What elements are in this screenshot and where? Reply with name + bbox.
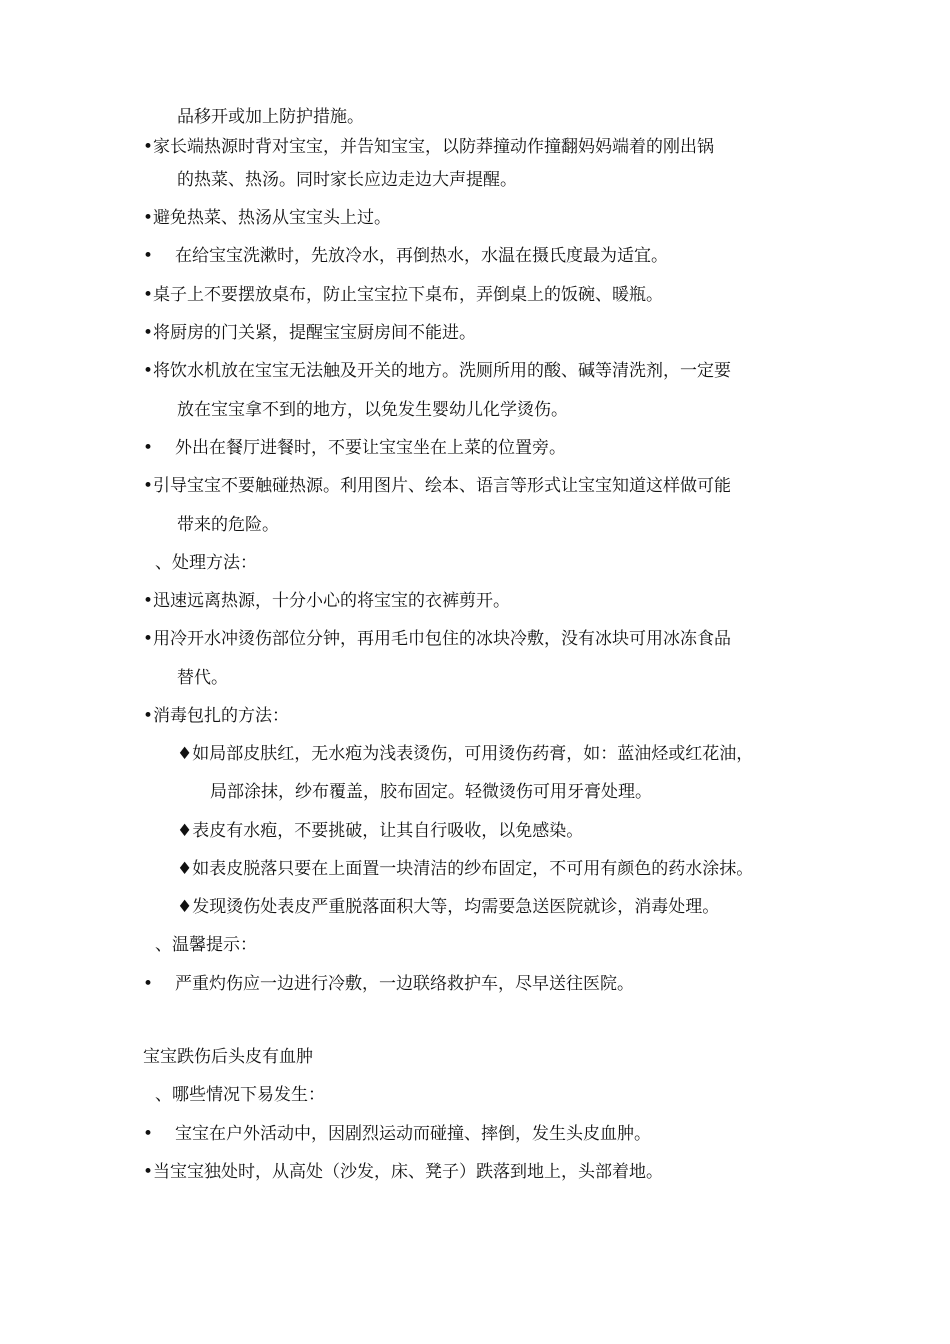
sub-bullet-item: ♦如局部皮肤红，无水疱为浅表烫伤，可用烫伤药膏，如：蓝油烃或红花油， [177,744,754,764]
sub-bullet-item: ♦表皮有水疱，不要挑破，让其自行吸收，以免感染。 [177,821,584,841]
sub-bullet-item: ♦发现烫伤处表皮严重脱落面积大等，均需要急送医院就诊，消毒处理。 [177,897,720,917]
bullet-item: •避免热菜、热汤从宝宝头上过。 [143,208,392,228]
bullet-item: •用冷开水冲烫伤部位分钟，再用毛巾包住的冰块冷敷，没有冰块可用冰冻食品 [143,629,732,649]
bullet-text: 严重灼伤应一边进行冷敷，一边联络救护车，尽早送往医院。 [175,974,635,994]
bullet-item: •将厨房的门关紧，提醒宝宝厨房间不能进。 [143,323,477,343]
bullet-item: •当宝宝独处时，从高处（沙发，床、凳子）跌落到地上，头部着地。 [143,1162,664,1182]
bullet-item: •将饮水机放在宝宝无法触及开关的地方。洗厕所用的酸、碱等清洗剂，一定要 [143,361,732,381]
bullet-marker: • [143,1124,154,1144]
bullet-text: 在给宝宝洗漱时，先放冷水，再倒热水，水温在摄氏度最为适宜。 [175,246,669,266]
text-line: 带来的危险。 [177,515,279,535]
text-line: 局部涂抹，纱布覆盖，胶布固定。轻微烫伤可用牙膏处理。 [210,782,652,802]
bullet-item: •引导宝宝不要触碰热源。利用图片、绘本、语言等形式让宝宝知道这样做可能 [143,476,732,496]
bullet-text: 外出在餐厅进餐时，不要让宝宝坐在上菜的位置旁。 [175,438,567,458]
bullet-marker: • [143,246,154,266]
sub-bullet-item: ♦如表皮脱落只要在上面置一块清洁的纱布固定，不可用有颜色的药水涂抹。 [177,859,754,879]
bullet-item [143,973,634,995]
bullet-item: •消毒包扎的方法： [143,706,290,726]
bullet-item [143,1123,651,1145]
section-heading: 、温馨提示： [155,935,257,955]
bullet-item [143,245,668,267]
bullet-item: •桌子上不要摆放桌布，防止宝宝拉下桌布，弄倒桌上的饭碗、暖瓶。 [143,285,664,305]
text-line: 的热菜、热汤。同时家长应边走边大声提醒。 [177,170,517,190]
bullet-marker: • [143,438,154,458]
section-title: 宝宝跌伤后头皮有血肿 [143,1047,313,1067]
section-heading: 、处理方法： [155,553,257,573]
bullet-item: •家长端热源时背对宝宝，并告知宝宝，以防莽撞动作撞翻妈妈端着的刚出锅 [143,137,715,157]
text-line: 品移开或加上防护措施。 [177,107,364,127]
bullet-text: 宝宝在户外活动中，因剧烈运动而碰撞、摔倒，发生头皮血肿。 [175,1124,652,1144]
text-line: 放在宝宝拿不到的地方，以免发生婴幼儿化学烫伤。 [177,400,568,420]
section-heading: 、哪些情况下易发生： [155,1085,325,1105]
bullet-item [143,437,566,459]
bullet-item: •迅速远离热源，十分小心的将宝宝的衣裤剪开。 [143,591,511,611]
text-line: 替代。 [177,668,228,688]
bullet-marker: • [143,974,154,994]
